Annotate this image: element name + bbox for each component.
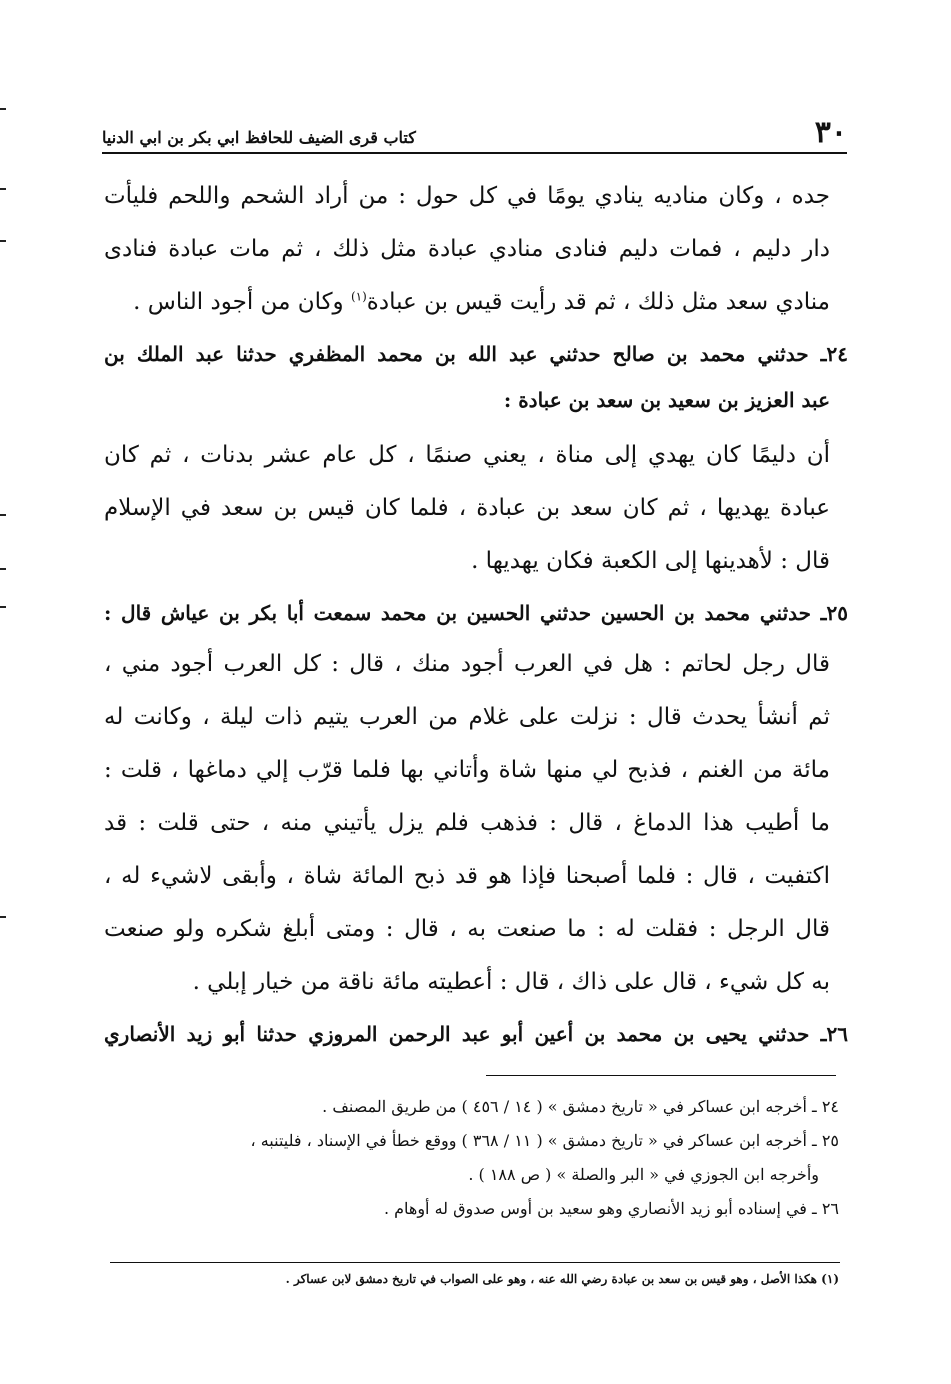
running-title: كتاب قرى الضيف للحافظ ابي بكر بن ابي الدنيا <box>102 128 416 147</box>
scan-mark <box>0 240 6 242</box>
footnote-continued: وأخرجه ابن الجوزي في « البر والصلة » ( ص ١٨٨ ) . <box>468 1165 819 1184</box>
text-line: به كل شيء ، قال على ذاك ، قال : أعطيته مائة ناقة من خيار إبلي . <box>192 969 830 995</box>
hadith-number: ٢٥ـ <box>820 601 848 625</box>
text-line: دار دليم ، فمات دليم فنادى منادي عبادة مثل ذلك ، ثم مات عبادة فنادى <box>104 236 830 262</box>
hadith-isnad: حدثني يحيى بن محمد بن أعين أبو عبد الرحمن المروزي حدثنا أبو زيد الأنصاري <box>104 1022 821 1046</box>
hadith-isnad-continued: عبد العزيز بن سعيد بن سعد بن عبادة : <box>503 388 830 412</box>
footnote: ٢٥ ـ أخرجه ابن عساكر في « تاريخ دمشق » ( ١١ / ٣٦٨ ) ووقع خطأ في الإسناد ، فليتنبه ، <box>250 1131 839 1150</box>
marginal-note: (١) هكذا الأصل ، وهو قيس بن سعد بن عبادة رضي الله عنه ، وهو على الصواب في تاريخ دمشق لابن عساكر . <box>285 1272 839 1286</box>
hadith-number: ٢٤ـ <box>820 342 848 366</box>
footnote: ٢٦ ـ في إسناده أبو زيد الأنصاري وهو سعيد بن أوس صدوق له أوهام . <box>383 1199 839 1218</box>
footnote-separator <box>486 1075 836 1076</box>
footnote: ٢٤ ـ أخرجه ابن عساكر في « تاريخ دمشق » ( ١٤ / ٤٥٦ ) من طريق المصنف . <box>322 1097 839 1116</box>
footnotes <box>104 1090 839 1226</box>
text-line: جده ، وكان مناديه ينادي يومًا في كل حول : من أراد الشحم واللحم فليأت <box>104 183 830 209</box>
text-segment: منادي سعد مثل ذلك ، ثم قد رأيت قيس بن عبادة <box>366 289 830 315</box>
marginal-note-separator <box>110 1262 840 1263</box>
scan-mark <box>0 108 6 110</box>
scan-margin-marks <box>0 0 20 1384</box>
text-line: مائة من الغنم ، فذبح لي منها شاة وأتاني بها فلما قرّب إلي دماغها ، قلت : <box>104 757 830 783</box>
text-segment: وكان من أجود الناس . <box>133 289 351 315</box>
scan-mark <box>0 188 6 190</box>
scan-mark <box>0 514 6 516</box>
text-line: أن دليمًا كان يهدي إلى مناة ، يعني صنمًا ، كل عام عشر بدنات ، ثم كان <box>104 442 830 468</box>
hadith-number: ٢٦ـ <box>820 1022 848 1046</box>
text-line: ما أطيب هذا الدماغ ، قال : فذهب فلم يزل يأتيني منه ، حتى قلت : قد <box>104 810 830 836</box>
hadith-heading-26 <box>104 1009 848 1059</box>
scan-mark <box>0 606 6 608</box>
text-line: ثم أنشأ يحدث قال : نزلت على غلام من العرب يتيم ذات ليلة ، وكانت له <box>104 704 830 730</box>
hadith-heading-24 <box>104 329 848 379</box>
hadith-heading-25 <box>104 588 848 638</box>
scan-mark <box>0 568 6 570</box>
footnote-reference: (١) <box>350 289 367 304</box>
page-header <box>102 112 847 154</box>
text-line: قال رجل لحاتم : هل في العرب أجود منك ، قال : كل العرب أجود مني ، <box>104 651 830 677</box>
page-number: ٣٠ <box>814 115 847 150</box>
text-line: قال : لأهدينها إلى الكعبة فكان يهديها . <box>471 548 830 574</box>
scan-mark <box>0 916 6 918</box>
main-text <box>104 170 848 1059</box>
text-line <box>104 276 830 329</box>
text-line: عبادة يهديها ، ثم كان سعد بن عبادة ، فلما كان قيس بن سعد في الإسلام <box>104 495 830 521</box>
hadith-isnad: حدثني محمد بن الحسين حدثني الحسين بن محمد سمعت أبا بكر بن عياش قال : <box>104 601 821 625</box>
text-line: اكتفيت ، قال : فلما أصبحنا فإذا هو قد ذبح المائة شاة ، وأبقى لاشيء له ، <box>104 863 830 889</box>
hadith-isnad: حدثني محمد بن صالح حدثني عبد الله بن محمد المظفري حدثنا عبد الملك بن <box>104 342 821 366</box>
text-line: قال الرجل : فقلت له : ما صنعت به ، قال : ومتى أبلغ شكره ولو صنعت <box>104 916 830 942</box>
